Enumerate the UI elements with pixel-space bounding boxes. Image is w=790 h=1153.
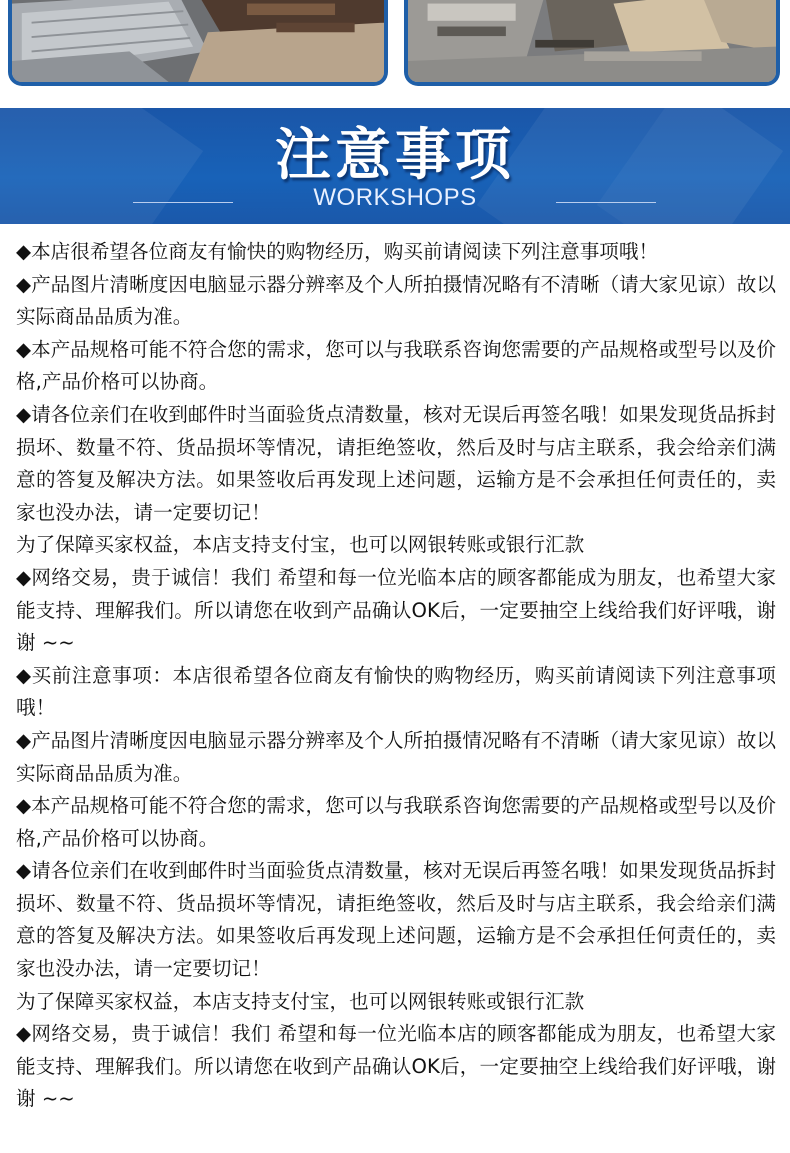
notice-item: ◆产品图片清晰度因电脑显示器分辨率及个人所拍摄情况略有不清晰（请大家见谅）故以实际商品品质为准。 <box>16 272 776 329</box>
notice-item: ◆本产品规格可能不符合您的需求，您可以与我联系咨询您需要的产品规格或型号以及价格,产品价格可以协商。 <box>16 337 776 394</box>
workshop-photo-right <box>404 0 780 86</box>
metal-scrap-image <box>408 0 776 82</box>
workshop-photos <box>0 0 790 108</box>
notice-item: 为了保障买家权益，本店支持支付宝，也可以网银转账或银行汇款 <box>16 989 585 1013</box>
notice-item: ◆本产品规格可能不符合您的需求，您可以与我联系咨询您需要的产品规格或型号以及价格,产品价格可以协商。 <box>16 794 776 850</box>
banner-title: 注意事项 <box>275 123 515 188</box>
notice-item: ◆请各位亲们在收到邮件时当面验货点清数量，核对无误后再签名哦！如果发现货品拆封损坏、数量不符、货品损坏等情况，请拒绝签收，然后及时与店主联系，我会给亲们满意的答复及解决方法。如果签收后再发现上述问题，运输方是不会承担任何责任的，卖家也没办法，请一定要切记！ <box>16 402 776 524</box>
banner-subtitle: WORKSHOPS <box>313 184 477 211</box>
steel-sheets-image <box>12 0 384 82</box>
notice-item: ◆请各位亲们在收到邮件时当面验货点清数量，核对无误后再签名哦！如果发现货品拆封损坏、数量不符、货品损坏等情况，请拒绝签收，然后及时与店主联系，我会给亲们满意的答复及解决方法。如果签收后再发现上述问题，运输方是不会承担任何责任的，卖家也没办法，请一定要切记！ <box>16 859 776 981</box>
notice-item: ◆网络交易，贵于诚信！我们 希望和每一位光临本店的顾客都能成为朋友，也希望大家能支持、理解我们。所以请您在收到产品确认OK后，一定要抽空上线给我们好评哦，谢谢 ~~ <box>16 565 776 655</box>
banner-divider-right <box>556 202 656 203</box>
notice-item: ◆本店很希望各位商友有愉快的购物经历，购买前请阅读下列注意事项哦！ <box>16 240 659 263</box>
workshop-photo-left <box>8 0 388 86</box>
notice-item: ◆产品图片清晰度因电脑显示器分辨率及个人所拍摄情况略有不清晰（请大家见谅）故以实际商品品质为准。 <box>16 728 776 785</box>
notice-item: ◆买前注意事项：本店很希望各位商友有愉快的购物经历，购买前请阅读下列注意事项哦！ <box>16 663 776 720</box>
notice-list <box>16 236 776 1116</box>
notice-item: 为了保障买家权益，本店支持支付宝，也可以网银转账或银行汇款 <box>16 533 585 557</box>
notice-item: ◆网络交易，贵于诚信！我们 希望和每一位光临本店的顾客都能成为朋友，也希望大家能支持、理解我们。所以请您在收到产品确认OK后，一定要抽空上线给我们好评哦，谢谢 ~~ <box>16 1022 776 1111</box>
